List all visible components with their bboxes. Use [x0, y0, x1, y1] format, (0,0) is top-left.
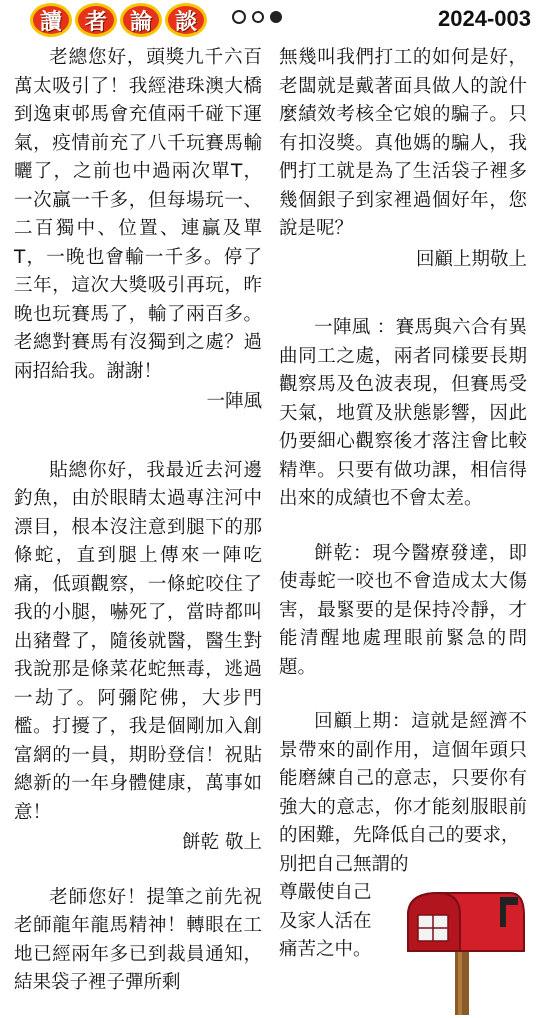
- letter-paragraph: 老師您好！提筆之前先祝老師龍年龍馬精神！轉眼在工地已經兩年多已到裁員通知，結果袋子裡子彈所剩: [14, 886, 262, 993]
- right-column: [279, 44, 527, 965]
- reply-line: 尊嚴使自己: [279, 882, 372, 903]
- letter-paragraph: 老總您好，頭獎九千六百萬太吸引了！我經港珠澳大橋到逸東邨馬會充值兩千碰下運氣，疫情前充了八千玩賽馬輸曬了，之前也中過兩次單T，一次贏一千多，但每場玩一、二百獨中、位置、連贏及單T，一晚也會輸一千多。停了三年，這次大獎吸引再玩，昨晚也玩賽馬了，輸了兩百多。老總對賽馬有沒獨到之處？過兩招給我。謝謝！: [14, 47, 262, 382]
- letter-signature: 一陣風: [206, 391, 262, 412]
- reply-line: 及家人活在: [279, 910, 372, 932]
- reply-line: 痛苦之中。: [279, 939, 372, 960]
- reply-line: 別把自己無謂的: [279, 853, 409, 875]
- letter-paragraph: 無幾叫我們打工的如何是好，老闆就是戴著面具做人的說什麼績效考核全它娘的騙子。只有扣沒獎。真他媽的騙人，我們打工就是為了生活袋子裡多幾個銀子到家裡過個好年，您說是呢？: [279, 47, 527, 239]
- letter-signature: 餅乾 敬上: [182, 832, 262, 853]
- title-char: 論: [120, 3, 162, 37]
- letter-paragraph: 貼總你好，我最近去河邊釣魚，由於眼睛太過專注河中漂目，根本沒注意到腿下的那條蛇，直到腿上傳來一陣吃痛，低頭觀察，一條蛇咬住了我的小腿，嚇死了，當時都叫出豬聲了，隨後就醫，醫生對我說那是條菜花蛇無毒，逃過一劫了。阿彌陀佛，大步門檻。打擾了，我是個剛加入創富網的一員，期盼登信！祝貼總新的一年身體健康，萬事如意！: [14, 459, 262, 823]
- title-char: 談: [165, 3, 207, 37]
- column-title: [30, 3, 207, 37]
- circle-filled-icon: [270, 11, 282, 23]
- decorative-dots: [232, 10, 282, 24]
- mailbox-icon: [400, 885, 530, 1015]
- letter-signature: 回顧上期敬上: [415, 248, 527, 270]
- reply-paragraph: 一陣風 ：賽馬與六合有異曲同工之處，兩者同樣要長期觀察馬及色波表現，但賽馬受天氣，地質及狀態影響，因此仍要細心觀察後才落注會比較精準。只要有做功課，相信得出來的成績也不會太差。: [279, 317, 527, 509]
- circle-outline-icon: [232, 10, 246, 24]
- header: [0, 0, 545, 40]
- title-char: 讀: [30, 3, 72, 37]
- reply-paragraph: 餅乾：現今醫療發達，即使毒蛇一咬也不會造成太大傷害，最緊要的是保持冷靜，才能清醒地處理眼前緊急的問題。: [279, 542, 527, 678]
- left-column: [14, 44, 262, 998]
- reply-paragraph: 回顧上期：這就是經濟不景帶來的副作用，這個年頭只能磨練自己的意志，只要你有強大的意志，你才能刻服眼前的困難，先降低自己的要求，: [279, 711, 527, 846]
- circle-outline-icon: [252, 11, 264, 23]
- title-char: 者: [75, 3, 117, 37]
- issue-number: 2024-003: [438, 6, 531, 31]
